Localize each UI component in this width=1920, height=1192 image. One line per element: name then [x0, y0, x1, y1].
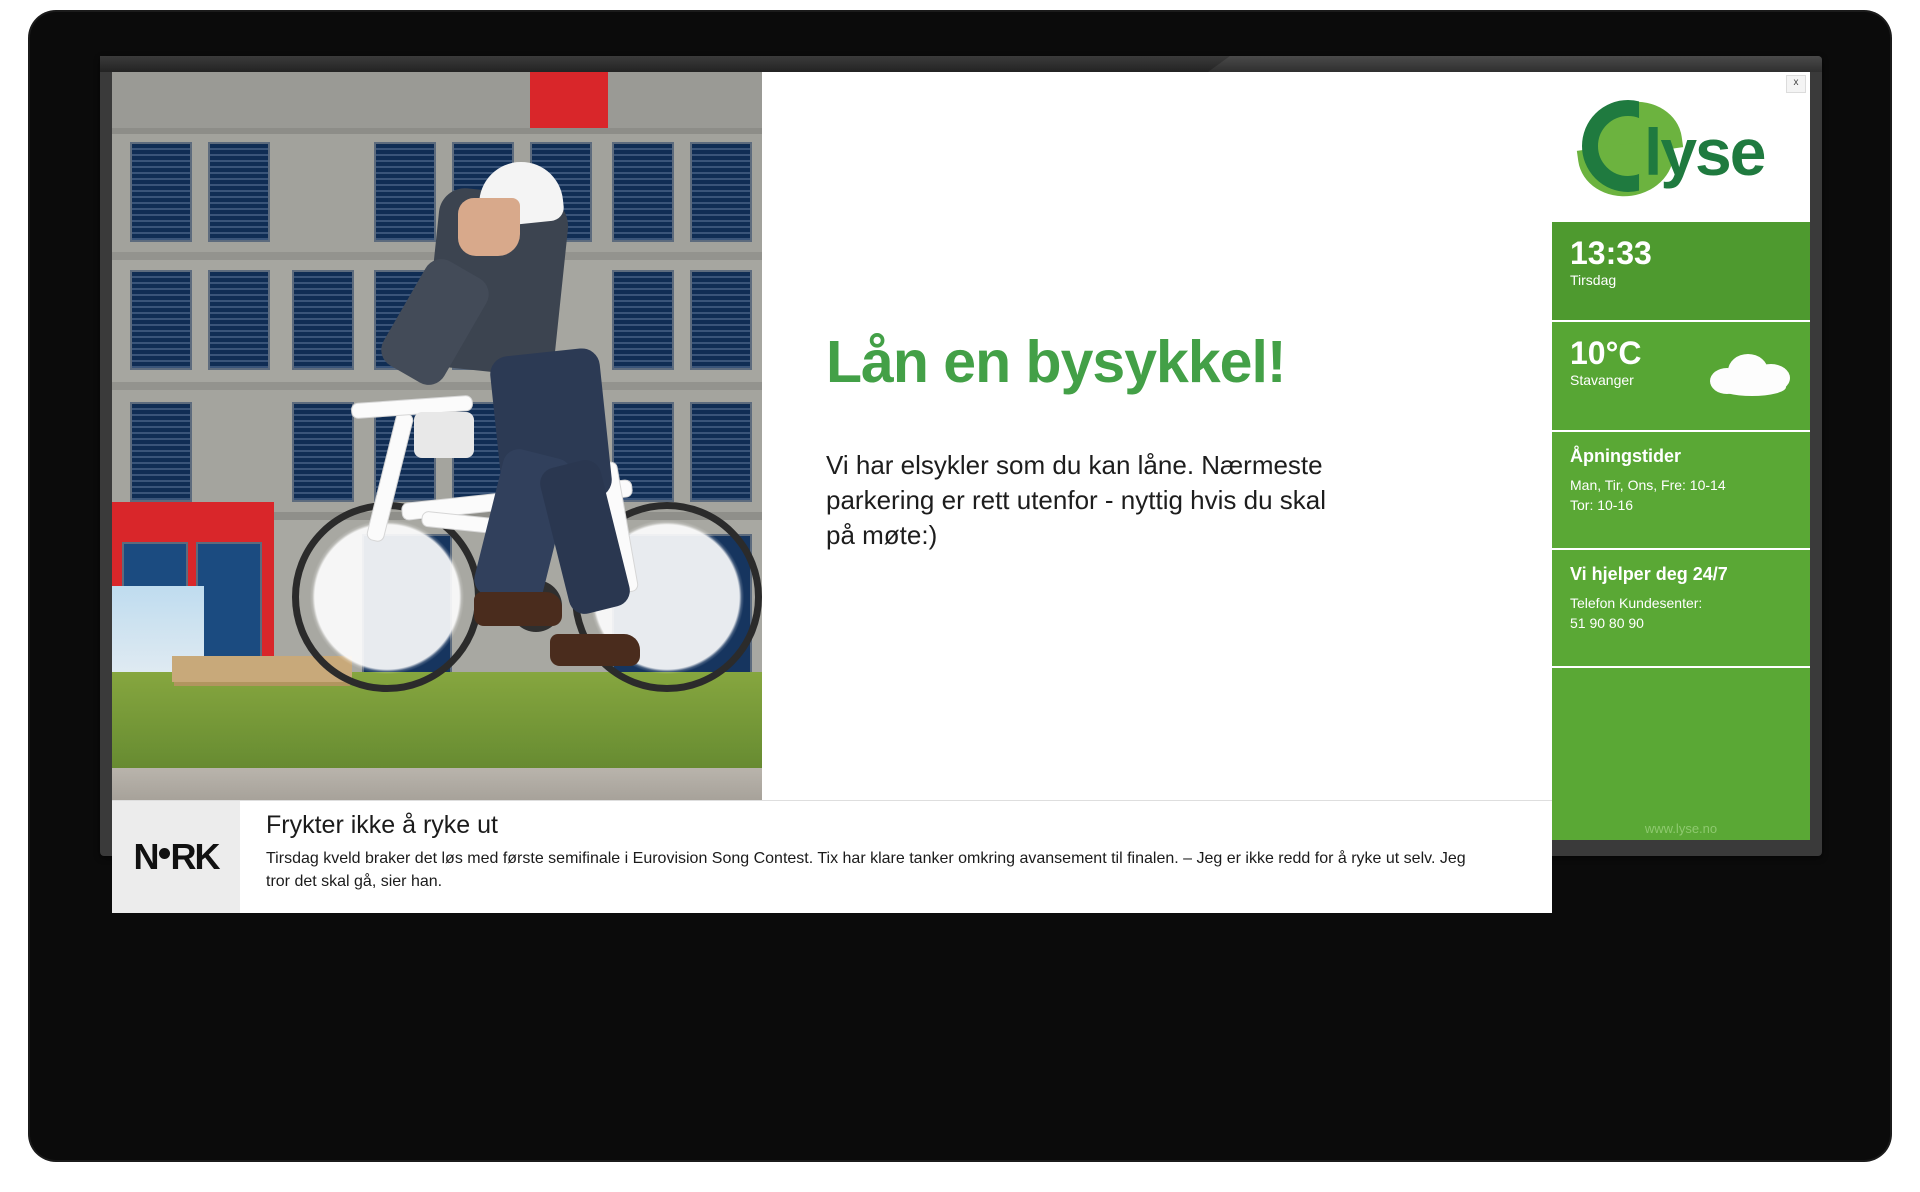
sidebar-footer-tile: [1552, 668, 1810, 840]
window-pane: [130, 402, 192, 502]
news-summary: Tirsdag kveld braker det løs med første semifinale i Eurovision Song Contest. Tix har klare tanker omkring avansement til finalen. – Jeg er ikke redd for å ryke ut selv. Jeg tror det skal gå, sier han.: [266, 850, 1466, 890]
clock-tile: [1552, 222, 1810, 322]
page-title: Lån en bysykkel!: [826, 329, 1286, 395]
weather-temperature: 10°C: [1570, 335, 1642, 371]
opening-hours-line-2: Tor: 10-16: [1570, 497, 1634, 513]
weather-tile: [1552, 322, 1810, 432]
window-pane: [130, 142, 192, 242]
rider-head: [458, 198, 520, 256]
window-pane: [208, 142, 270, 242]
weather-location: Stavanger: [1570, 372, 1634, 388]
news-headline: Frykter ikke å ryke ut: [266, 811, 498, 839]
rider-shoe-rear: [550, 634, 640, 666]
signage-page: [112, 72, 1810, 890]
window-pane: [196, 542, 262, 672]
window-titlebar[interactable]: [100, 56, 1822, 72]
nrk-icon: N RK: [133, 836, 219, 877]
rider-shoe-front: [474, 592, 562, 626]
lyse-logo: [1578, 92, 1778, 202]
bike-basket: [414, 412, 474, 458]
clock-weekday: Tirsdag: [1570, 272, 1617, 288]
support-tile: [1552, 550, 1810, 668]
news-source-logo: [112, 801, 240, 913]
support-title: Vi hjelper deg 24/7: [1570, 564, 1728, 584]
opening-hours-tile: [1552, 432, 1810, 550]
info-sidebar: [1552, 72, 1810, 840]
opening-hours-line-1: Man, Tir, Ons, Fre: 10-14: [1570, 477, 1726, 493]
pavement-strip: [112, 768, 762, 800]
logo-wordmark: lyse: [1644, 115, 1765, 189]
titlebar-slant: [100, 56, 1230, 72]
screen: [100, 56, 1822, 890]
promo-body: Vi har elsykler som du kan låne. Nærmeste parkering er rett utenfor - nyttig hvis du skal på møte:): [826, 450, 1327, 550]
window-pane: [130, 270, 192, 370]
promo-text-panel: [762, 72, 1332, 800]
news-strip: [112, 800, 1552, 913]
footer-url: www.lyse.no: [1644, 821, 1718, 836]
opening-hours-title: Åpningstider: [1570, 446, 1681, 466]
support-line-1: Telefon Kundesenter:: [1570, 595, 1703, 611]
brand-logo-area: [1552, 72, 1810, 222]
close-icon[interactable]: x: [1786, 75, 1806, 93]
support-line-2: 51 90 80 90: [1570, 615, 1644, 631]
red-panel: [530, 72, 608, 128]
news-content: [240, 801, 1490, 913]
bike-wheel-front: [292, 502, 482, 692]
monitor-frame: [30, 12, 1890, 1160]
clock-time: 13:33: [1570, 235, 1652, 271]
cloud-icon: [1710, 348, 1794, 396]
promo-image: [112, 72, 762, 800]
window-pane: [208, 270, 270, 370]
cyclist: [282, 162, 752, 762]
